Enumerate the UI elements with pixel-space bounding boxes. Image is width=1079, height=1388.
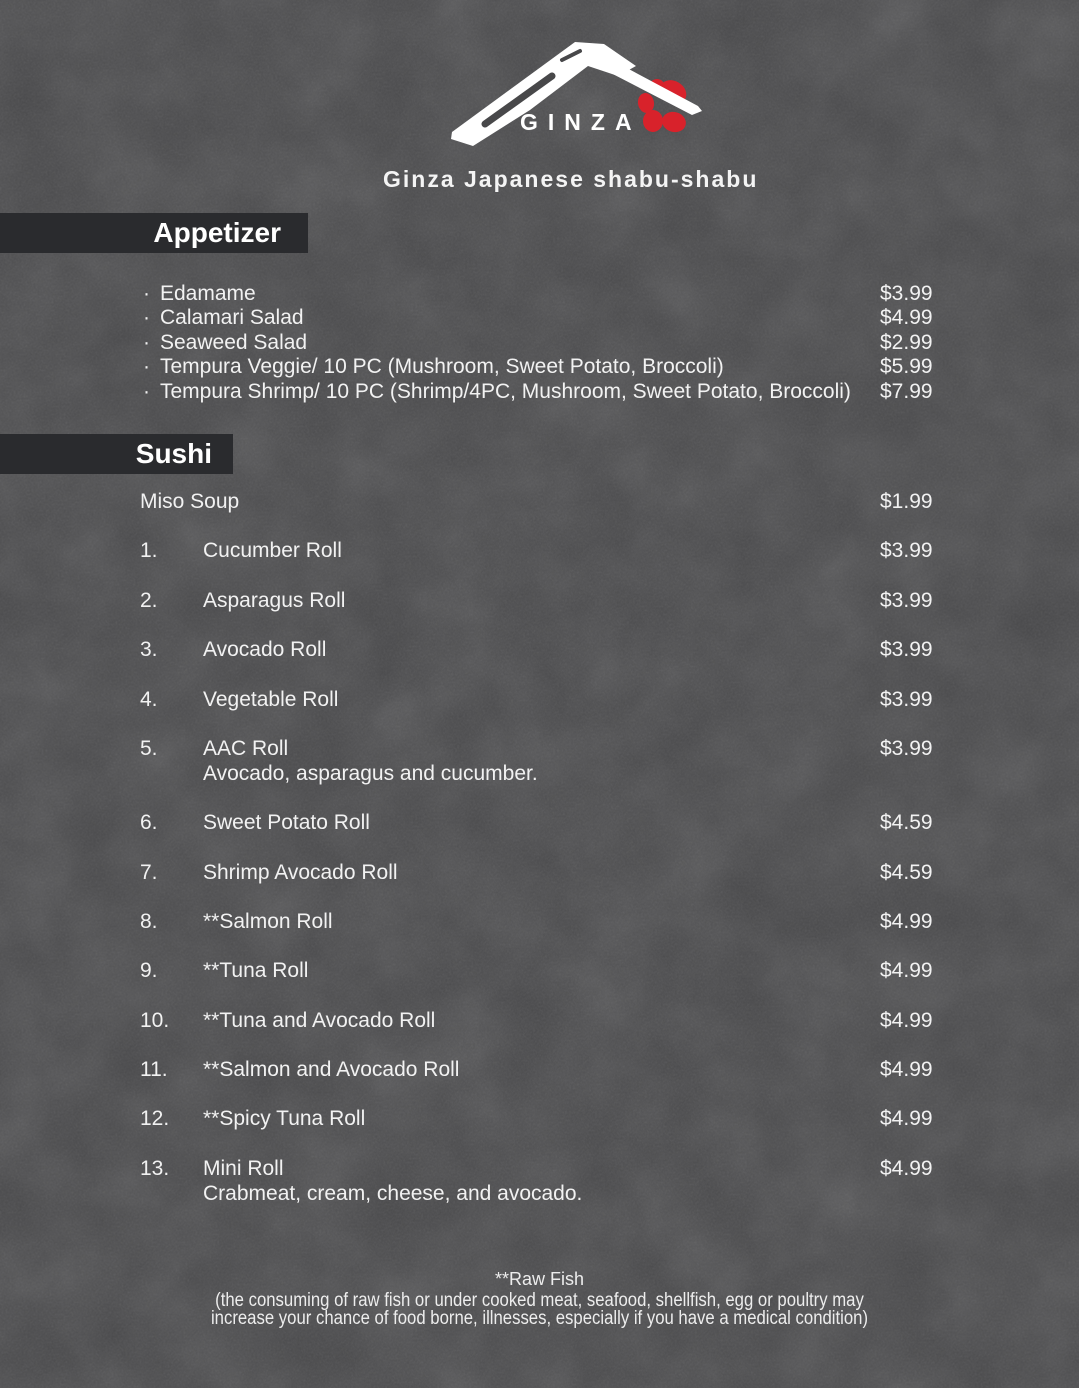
item-number: 12. [140, 1107, 170, 1131]
menu-item-row [0, 490, 1079, 515]
footer-note [0, 1266, 1079, 1327]
item-price: $4.99 [880, 306, 933, 330]
item-price: $1.99 [880, 490, 933, 513]
menu-item-row [0, 1107, 1079, 1132]
menu-item-row [0, 589, 1079, 614]
item-description: Avocado, asparagus and cucumber. [203, 761, 538, 785]
item-price: $2.99 [880, 330, 933, 354]
section-banner-appetizer [0, 213, 308, 253]
item-number: 7. [140, 860, 158, 884]
item-price: $4.99 [880, 959, 933, 983]
item-name: Asparagus Roll [203, 588, 346, 612]
section-title-sushi: Sushi [135, 438, 212, 469]
item-name: Sweet Potato Roll [203, 811, 370, 835]
item-number: 1. [140, 539, 158, 563]
item-number: 5. [140, 736, 158, 760]
item-name: Miso Soup [140, 490, 240, 513]
item-name: AAC Roll [203, 736, 289, 760]
item-name: **Tuna and Avocado Roll [203, 1008, 436, 1032]
item-price: $3.99 [880, 588, 933, 612]
item-name: Calamari Salad [160, 306, 304, 330]
menu-item-row [0, 380, 1079, 404]
item-price: $4.59 [880, 860, 933, 884]
sushi-list [0, 490, 1079, 1231]
footer-note-title: **Raw Fish [494, 1269, 585, 1289]
item-name: Shrimp Avocado Roll [203, 860, 398, 884]
footer-note-line: (the consuming of raw fish or under cooked meat, seafood, shellfish, egg or poultry may [215, 1290, 864, 1311]
menu-item-row [0, 539, 1079, 564]
item-name: Avocado Roll [203, 638, 327, 662]
item-number: 3. [140, 638, 158, 662]
menu-item-row [0, 306, 1079, 330]
item-name: **Spicy Tuna Roll [203, 1107, 366, 1131]
item-price: $4.99 [880, 909, 933, 933]
item-price: $4.99 [880, 1107, 933, 1131]
menu-item-row [0, 688, 1079, 713]
menu-item-row [0, 331, 1079, 355]
restaurant-subtitle: Ginza Japanese shabu-shabu [383, 166, 759, 192]
item-price: $3.99 [880, 638, 933, 662]
menu-item-row [0, 811, 1079, 836]
item-number: 8. [140, 909, 158, 933]
item-name: Mini Roll [203, 1156, 284, 1180]
item-bullet: · [143, 282, 150, 305]
item-name: **Tuna Roll [203, 959, 309, 983]
item-name: Tempura Shrimp/ 10 PC (Shrimp/4PC, Mushroom, Sweet Potato, Broccoli) [160, 379, 851, 403]
item-number: 4. [140, 687, 158, 711]
menu-item-row [0, 355, 1079, 379]
section-banner-sushi [0, 434, 233, 474]
menu-item-row [0, 1157, 1079, 1207]
item-bullet: · [143, 379, 150, 403]
item-number: 6. [140, 811, 158, 835]
item-number: 10. [140, 1008, 170, 1032]
logo-brand-text: GINZA [520, 109, 642, 135]
item-name: **Salmon Roll [203, 909, 333, 933]
item-price: $3.99 [880, 282, 933, 305]
item-number: 2. [140, 588, 158, 612]
menu-item-row [0, 861, 1079, 886]
item-name: Seaweed Salad [160, 330, 308, 354]
item-price: $4.59 [880, 811, 933, 835]
item-price: $5.99 [880, 355, 933, 379]
menu-item-row [0, 1009, 1079, 1034]
item-description: Crabmeat, cream, cheese, and avocado. [203, 1181, 583, 1205]
menu-item-row [0, 910, 1079, 935]
item-price: $3.99 [880, 736, 933, 760]
footer-note-line: increase your chance of food borne, illnesses, especially if you have a medical condition) [210, 1307, 869, 1329]
item-price: $4.99 [880, 1008, 933, 1032]
item-bullet: · [143, 330, 150, 354]
item-name: Edamame [160, 282, 256, 305]
ginza-logo [440, 36, 760, 154]
item-name: **Salmon and Avocado Roll [203, 1058, 460, 1082]
item-name: Vegetable Roll [203, 687, 339, 711]
item-name: Cucumber Roll [203, 539, 342, 563]
menu-item-row [0, 282, 1079, 306]
menu-item-row [0, 737, 1079, 787]
item-number: 9. [140, 959, 158, 983]
item-price: $4.99 [880, 1058, 933, 1082]
section-title-appetizer: Appetizer [153, 217, 281, 248]
appetizer-list [0, 282, 1079, 404]
item-price: $3.99 [880, 687, 933, 711]
item-price: $4.99 [880, 1156, 933, 1180]
item-name: Tempura Veggie/ 10 PC (Mushroom, Sweet Potato, Broccoli) [160, 355, 724, 379]
item-bullet: · [143, 306, 150, 330]
menu-item-row [0, 638, 1079, 663]
item-number: 11. [140, 1058, 168, 1082]
item-bullet: · [143, 355, 150, 379]
item-number: 13. [140, 1156, 170, 1180]
item-price: $3.99 [880, 539, 933, 563]
menu-item-row [0, 959, 1079, 984]
item-price: $7.99 [880, 379, 933, 403]
menu-item-row [0, 1058, 1079, 1083]
